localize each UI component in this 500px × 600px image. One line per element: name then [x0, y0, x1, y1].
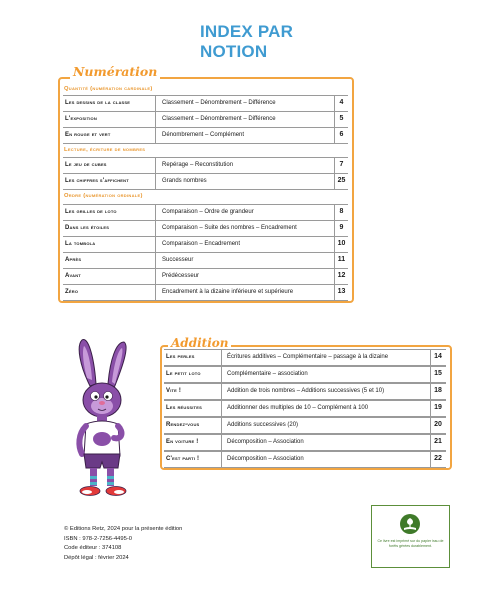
table-row: [63, 157, 348, 174]
row-page: 6: [339, 131, 344, 138]
section-heading: Ordre (numération ordinale): [64, 193, 143, 199]
row-title: La tombola: [65, 241, 96, 247]
row-page: 12: [337, 272, 346, 279]
row-page: 11: [337, 256, 346, 263]
tree-book-eco-icon: [400, 514, 420, 534]
row-page: 8: [339, 208, 344, 215]
table-row: [164, 366, 446, 383]
row-page: 25: [337, 177, 346, 184]
row-title: Vite !: [166, 388, 182, 394]
row-notions: Encadrement à la dizaine inférieure et supérieure: [162, 289, 294, 295]
row-notions: Complémentaire – association: [227, 371, 308, 377]
addition-label: Addition: [168, 336, 231, 350]
row-notions: Décomposition – Association: [227, 456, 304, 462]
table-row: [164, 383, 446, 400]
row-title: Rendez-vous: [166, 422, 200, 428]
table-row: [63, 268, 348, 285]
section-heading: Quantité (numération cardinale): [64, 86, 153, 92]
table-row: [63, 252, 348, 269]
section-heading: Lecture, écriture de nombres: [64, 147, 146, 153]
row-page: 13: [337, 288, 346, 295]
row-page: 19: [434, 404, 442, 411]
table-row: [164, 417, 446, 434]
row-notions: Grands nombres: [162, 178, 207, 184]
table-row: [63, 173, 348, 190]
table-row: [63, 204, 348, 221]
row-title: Avant: [65, 273, 81, 279]
table-row: [164, 434, 446, 451]
row-notions: Repérage – Reconstitution: [162, 162, 234, 168]
row-page: 21: [434, 438, 442, 445]
row-title: Les perles: [166, 354, 195, 360]
row-page: 4: [339, 99, 344, 106]
table-row: [63, 236, 348, 253]
row-notions: Addition de trois nombres – Additions successives (5 et 10): [227, 388, 385, 394]
row-notions: Comparaison – Suite des nombres – Encadrement: [162, 225, 297, 231]
table-row: [63, 220, 348, 237]
row-notions: Dénombrement – Complément: [162, 132, 245, 138]
row-page: 9: [339, 224, 344, 231]
page-title: INDEX PAR NOTION: [200, 22, 294, 61]
numeration-label: Numération: [70, 64, 160, 79]
row-title: Après: [65, 257, 82, 263]
row-title: En rouge et vert: [65, 132, 111, 138]
table-row: [164, 400, 446, 417]
credits-isbn: ISBN : 978-2-7256-4495-0: [64, 535, 132, 542]
table-row: [63, 95, 348, 112]
row-title: L'exposition: [65, 116, 97, 122]
row-notions: Comparaison – Ordre de grandeur: [162, 209, 254, 215]
row-notions: Additionner des multiples de 10 – Complément à 100: [227, 405, 369, 411]
row-notions: Additions successives (20): [227, 422, 299, 428]
table-row: [63, 127, 348, 144]
row-title: Le petit loto: [166, 371, 201, 377]
row-page: 14: [434, 353, 442, 360]
table-row: [63, 111, 348, 128]
row-page: 7: [339, 161, 344, 168]
row-notions: Prédécesseur: [162, 273, 200, 279]
credits-copyright: © Editions Retz, 2024 pour la présente édition: [64, 526, 183, 532]
table-row: [164, 451, 446, 468]
row-title: Dans les étoiles: [65, 225, 110, 231]
row-page: 22: [434, 455, 442, 462]
row-title: Les chiffres s'affichent: [65, 178, 129, 184]
row-notions: Comparaison – Encadrement: [162, 241, 241, 247]
rabbit-illustration: [62, 338, 146, 506]
row-page: 15: [434, 370, 442, 377]
table-row: [164, 349, 446, 366]
row-page: 5: [339, 115, 344, 122]
credits-block: [64, 525, 182, 563]
row-title: Les dessins de la classe: [65, 100, 131, 106]
row-title: Les réussites: [166, 405, 202, 411]
row-page: 20: [434, 421, 442, 428]
eco-badge-text: Ce livre est imprimé sur du papier issu de forêts gérées durablement.: [377, 539, 444, 548]
row-page: 18: [434, 387, 442, 394]
credits-legal-deposit: Dépôt légal : février 2024: [64, 554, 129, 561]
row-notions: Classement – Dénombrement – Différence: [162, 116, 276, 122]
credits-publisher-code: Code éditeur : 374108: [64, 545, 122, 551]
row-title: En voiture !: [166, 439, 199, 445]
row-title: Le jeu de cubes: [65, 162, 107, 168]
row-notions: Classement – Dénombrement – Différence: [162, 100, 276, 106]
row-title: Les grilles de loto: [65, 209, 117, 215]
row-notions: Décomposition – Association: [227, 439, 304, 445]
row-title: C'est parti !: [166, 456, 200, 462]
table-row: [63, 284, 348, 301]
eco-badge: [371, 505, 450, 568]
row-title: Zéro: [65, 289, 79, 295]
row-notions: Successeur: [162, 257, 194, 263]
row-notions: Écritures additives – Complémentaire – passage à la dizaine: [227, 354, 389, 360]
row-page: 10: [337, 240, 346, 247]
